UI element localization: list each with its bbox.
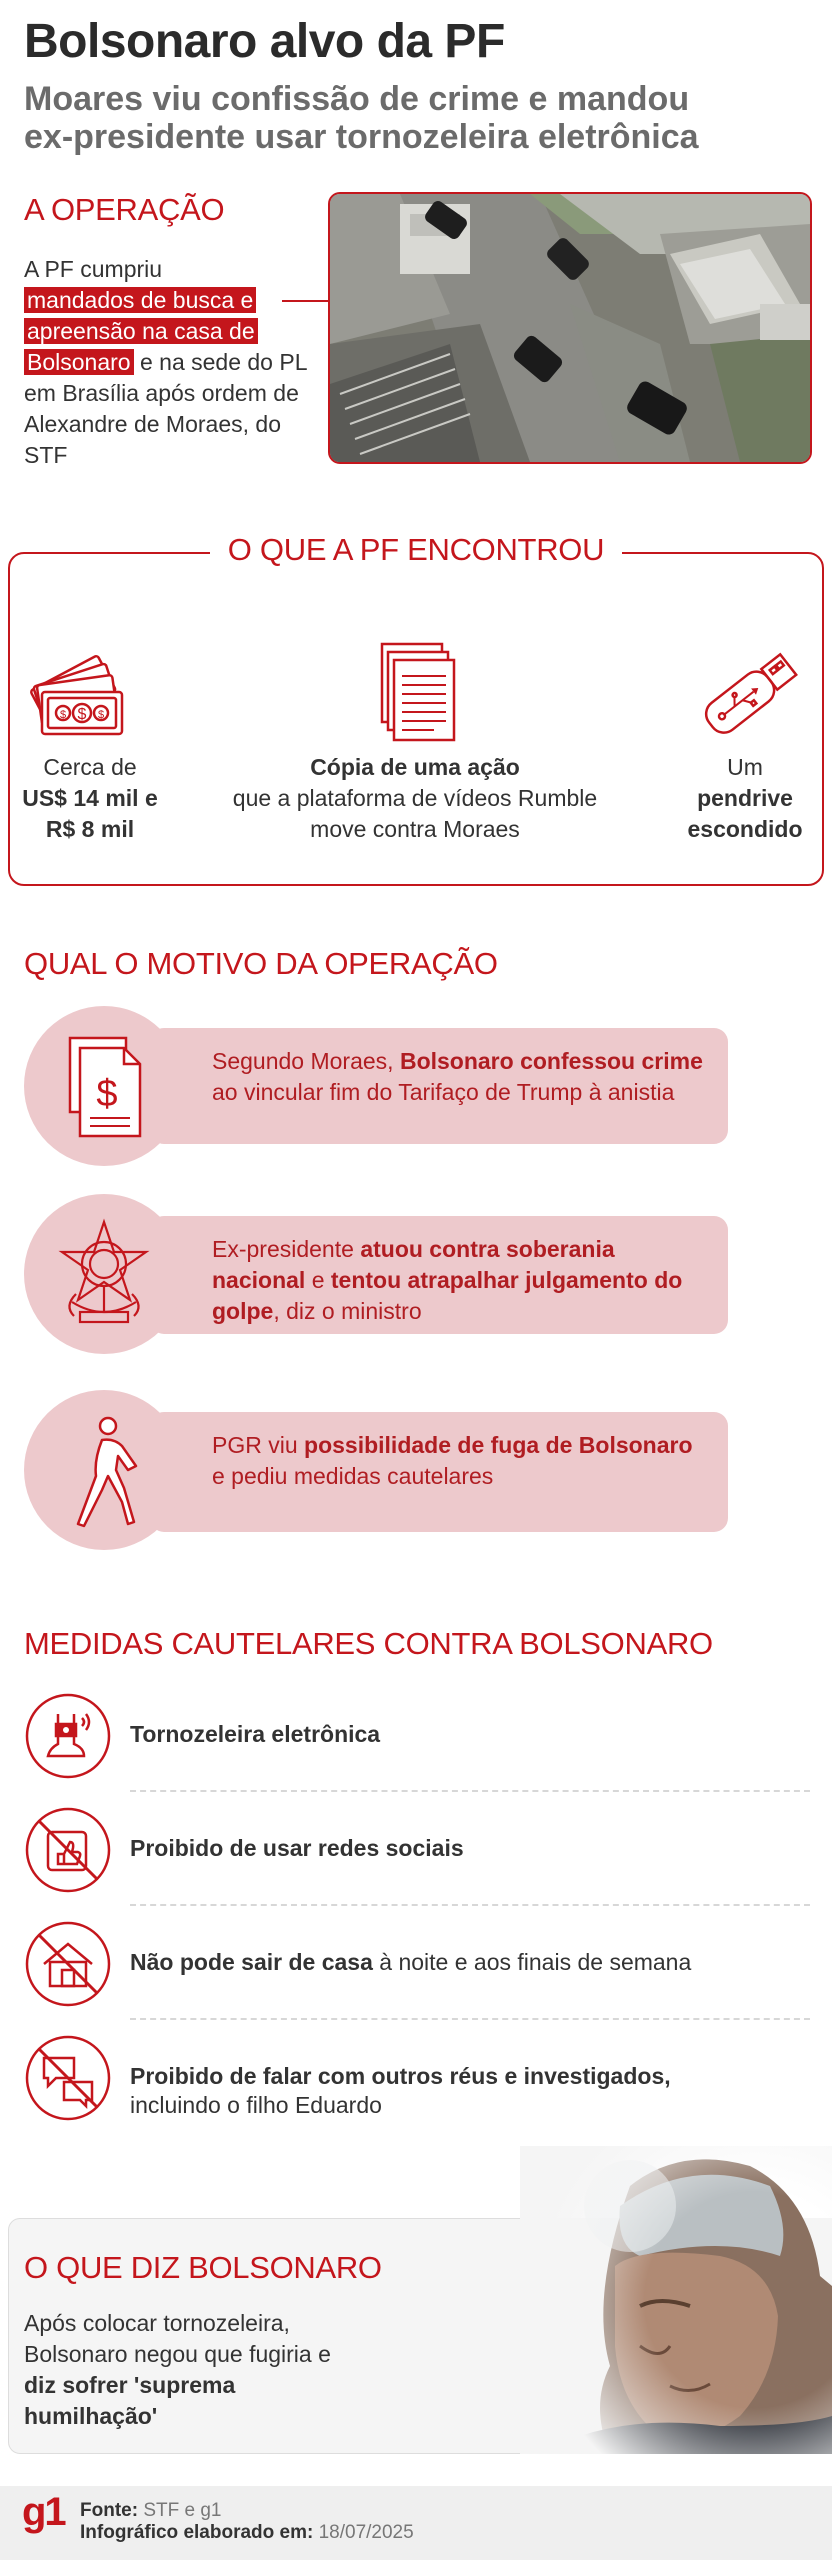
diz-text: Após colocar tornozeleira, Bolsonaro negou que fugiria e diz sofrer 'suprema humilhação' xyxy=(24,2310,331,2429)
operacao-text xyxy=(24,254,316,471)
usb-drive-icon xyxy=(690,640,802,745)
money-icon xyxy=(22,640,132,750)
motivo-circle-2 xyxy=(24,1194,184,1354)
subtitle-line-2: ex-presidente usar tornozeleira eletrônica xyxy=(24,118,699,156)
operacao-text-intro: A PF cumpriu xyxy=(24,256,163,282)
motivo-card-1: Segundo Moraes, Bolsonaro confessou crime ao vincular fim do Tarifaço de Trump à anistia xyxy=(150,1028,728,1144)
no-leaving-house-icon xyxy=(24,1920,112,2013)
g1-logo: g1 xyxy=(22,2490,65,2534)
medida-divider-3 xyxy=(130,2018,810,2020)
aerial-photo xyxy=(328,192,812,464)
no-social-media-icon xyxy=(24,1806,112,1899)
svg-text:$: $ xyxy=(96,1073,118,1115)
section-title-operacao: A OPERAÇÃO xyxy=(24,192,225,227)
bolsonaro-photo xyxy=(520,2146,832,2454)
page-title: Bolsonaro alvo da PF xyxy=(24,15,505,68)
documents-icon xyxy=(378,640,458,749)
no-talking-icon xyxy=(24,2034,112,2127)
section-title-motivo: QUAL O MOTIVO DA OPERAÇÃO xyxy=(24,946,498,981)
section-title-medidas: MEDIDAS CAUTELARES CONTRA BOLSONARO xyxy=(24,1626,713,1661)
medida-falar-com-reus: Proibido de falar com outros réus e investigados, incluindo o filho Eduardo xyxy=(130,2063,671,2118)
medida-divider-2 xyxy=(130,1904,810,1906)
medida-tornozeleira: Tornozeleira eletrônica xyxy=(130,1721,381,1747)
encontrou-item-pendrive: Um pendrive escondido xyxy=(687,754,803,842)
ankle-monitor-icon xyxy=(24,1692,112,1785)
walking-person-icon xyxy=(24,1390,184,1550)
svg-text:$: $ xyxy=(97,709,105,721)
page-subtitle xyxy=(24,80,824,156)
subtitle-line-1: Moares viu confissão de crime e mandou xyxy=(24,80,690,118)
document-dollar-icon xyxy=(24,1006,184,1166)
section-title-encontrou: O QUE A PF ENCONTROU xyxy=(0,532,832,568)
photo-connector-line xyxy=(282,300,328,302)
aerial-street-image xyxy=(330,194,810,462)
encontrou-item-dinheiro: Cerca de US$ 14 mil e R$ 8 mil xyxy=(22,754,158,842)
motivo-card-2: Ex-presidente atuou contra soberania nacional e tentou atrapalhar julgamento do golpe, diz o ministro xyxy=(150,1216,728,1334)
operacao-text-rest: e na sede do PL em Brasília após ordem de Alexandre de Moraes, do STF xyxy=(24,349,307,468)
motivo-card-3: PGR viu possibilidade de fuga de Bolsonaro e pediu medidas cautelares xyxy=(150,1412,728,1532)
operacao-highlight: mandados de busca e apreensão na casa de Bolsonaro xyxy=(24,287,258,375)
svg-text:$: $ xyxy=(59,709,67,721)
brazil-coat-of-arms-icon xyxy=(24,1194,184,1354)
svg-text:$: $ xyxy=(77,706,87,723)
encontrou-item-copia: Cópia de uma ação que a plataforma de vídeos Rumble move contra Moraes xyxy=(232,754,598,842)
motivo-circle-1 xyxy=(24,1006,184,1166)
medida-sair-de-casa: Não pode sair de casa à noite e aos finais de semana xyxy=(130,1949,692,1975)
medida-redes-sociais: Proibido de usar redes sociais xyxy=(130,1835,464,1861)
medida-divider-1 xyxy=(130,1790,810,1792)
footer-text: Fonte: STF e g1 Infográfico elaborado em: 18/07/2025 xyxy=(80,2500,414,2543)
section-title-diz: O QUE DIZ BOLSONARO xyxy=(24,2250,382,2285)
motivo-circle-3 xyxy=(24,1390,184,1550)
